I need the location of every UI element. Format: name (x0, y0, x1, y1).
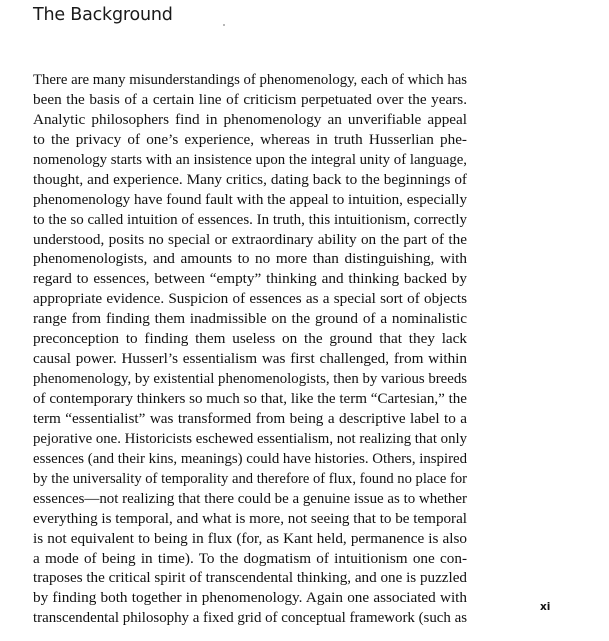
scan-speck (223, 24, 225, 26)
text-line: to the privacy of one’s experience, whereas in truth Husserlian phe- (33, 130, 467, 148)
text-line: been the basis of a certain line of criticism perpetuated over the years. (33, 90, 467, 108)
text-line: appropriate evidence. Suspicion of essences as a special sort of objects (33, 290, 467, 308)
text-line: essences—not realizing that there could be a genuine issue as to whether (33, 489, 467, 507)
text-line: pejorative one. Historicists eschewed essentialism, not realizing that only (33, 429, 467, 447)
page-number: xi (540, 601, 551, 613)
text-line: by the universality of temporality and therefore of flux, found no place for (33, 469, 467, 487)
text-line: thought, and experience. Many critics, dating back to the beginnings of (33, 170, 467, 188)
text-line: essences (and their kins, meanings) could have histories. Others, inspired (33, 449, 467, 467)
text-line: regard to essences, between “empty” thinking and thinking backed by (33, 270, 467, 288)
text-line: of contemporary thinkers so much so that, like the term “Cartesian,” the (33, 390, 467, 407)
text-line: There are many misunderstandings of phenomenology, each of which has (33, 71, 467, 88)
text-line: preconception to finding them useless on the ground that they lack (33, 330, 467, 348)
text-line: Analytic philosophers find in phenomenology an unverifiable appeal (33, 110, 467, 128)
text-line: phenomenology have found fault with the appeal to intuition, especially (33, 190, 467, 208)
text-line: range from finding them inadmissible on the ground of a nominalistic (33, 310, 467, 328)
text-line: by finding both together in phenomenology. Again one associated with (33, 589, 467, 607)
text-line: phenomenologists, and amounts to no more than distinguishing, with (33, 250, 467, 268)
text-line: transcendental philosophy a fixed grid of conceptual framework (such as (33, 609, 467, 627)
text-line: understood, posits no special or extraordinary ability on the part of the (33, 230, 467, 248)
body-paragraph (33, 70, 467, 628)
text-line: is not equivalent to being in flux (for, as Kant held, permanence is also (33, 529, 467, 547)
text-line: nomenology starts with an insistence upon the integral unity of language, (33, 150, 467, 168)
text-line: everything is temporal, and what is more, not seeing that to be temporal (33, 509, 467, 527)
text-line: term “essentialist” was transformed from being a descriptive label to a (33, 409, 467, 427)
text-line: causal power. Husserl’s essentialism was first challenged, from within (33, 350, 467, 368)
text-line: a mode of being in time). To the dogmatism of intuitionism one con- (33, 549, 467, 567)
section-title: The Background (33, 5, 173, 25)
text-line: to the so called intuition of essences. In truth, this intuitionism, correctly (33, 210, 467, 228)
text-line: phenomenology, by existential phenomenologists, then by various breeds (33, 370, 467, 388)
text-line: traposes the critical spirit of transcendental thinking, and one is puzzled (33, 569, 467, 587)
